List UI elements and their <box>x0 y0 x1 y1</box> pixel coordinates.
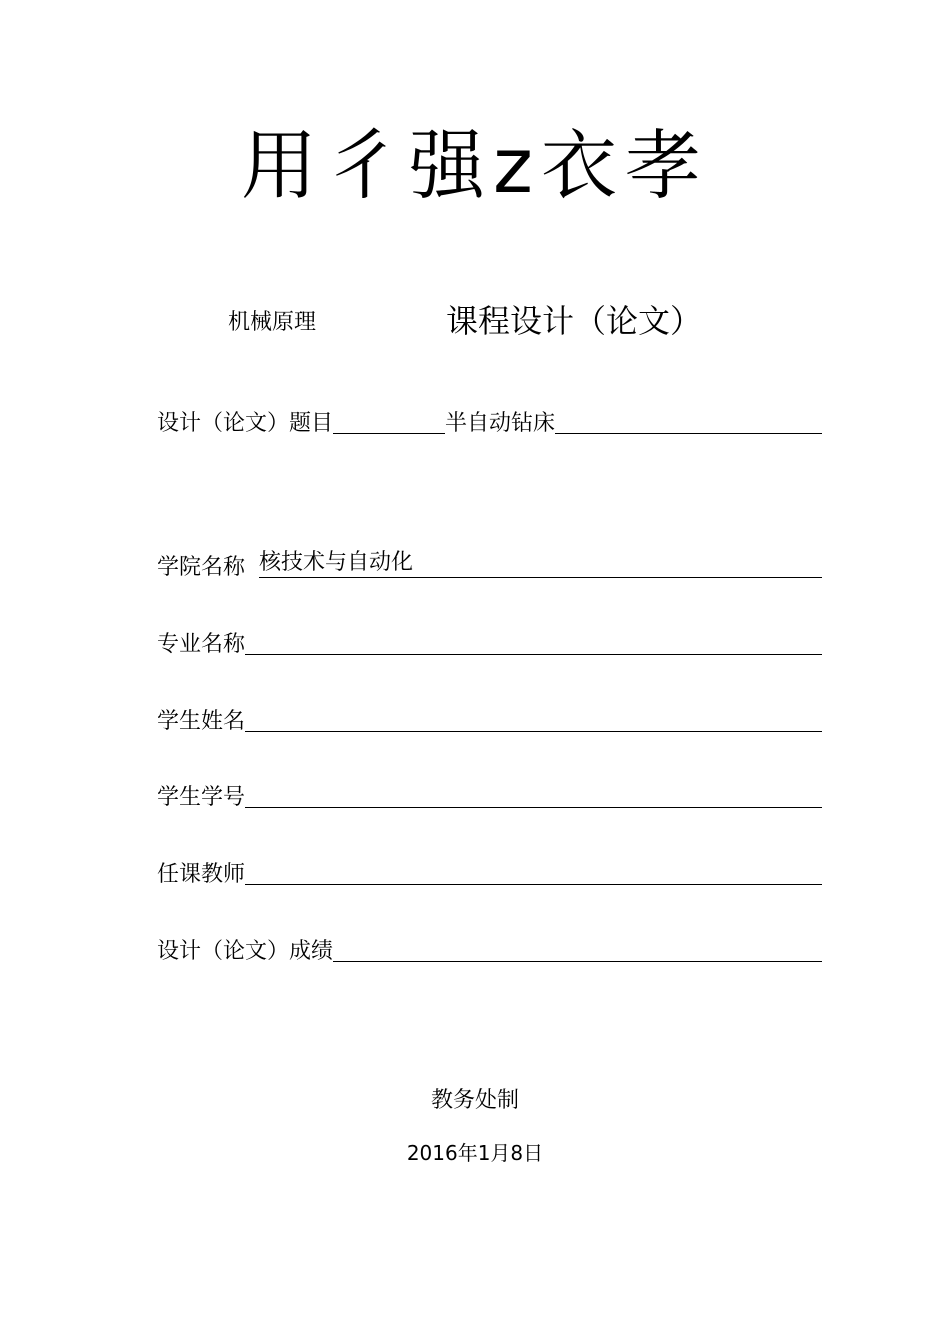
issue-date: 2016年1月8日 <box>406 1141 544 1165</box>
grade-label: 设计（论文）成绩 <box>157 939 334 964</box>
topic-blank-before <box>333 405 445 434</box>
main-title: 用彳强z衣孝 <box>241 121 709 210</box>
student-name-label: 学生姓名 <box>157 709 246 734</box>
issuing-office: 教务处制 <box>430 1088 519 1113</box>
major-label: 专业名称 <box>157 632 246 657</box>
student-id-blank <box>245 779 822 808</box>
major-row <box>157 625 822 659</box>
teacher-blank <box>245 856 822 885</box>
topic-blank-after <box>555 405 822 434</box>
college-row <box>157 548 822 582</box>
student-id-row <box>157 778 822 812</box>
teacher-label: 任课教师 <box>157 862 246 887</box>
student-name-row <box>157 702 822 736</box>
major-blank <box>245 626 822 655</box>
topic-row <box>157 404 822 438</box>
college-label: 学院名称 <box>157 555 246 580</box>
college-blank <box>413 549 822 578</box>
grade-row <box>157 932 822 966</box>
topic-value: 半自动钻床 <box>445 411 556 436</box>
grade-blank <box>333 933 822 962</box>
course-title: 课程设计（论文） <box>446 302 703 340</box>
topic-label: 设计（论文）题目 <box>157 411 334 436</box>
teacher-row <box>157 855 822 889</box>
student-id-label: 学生学号 <box>157 785 246 810</box>
course-label: 机械原理 <box>228 310 317 335</box>
student-name-blank <box>245 703 822 732</box>
college-value: 核技术与自动化 <box>259 549 413 578</box>
